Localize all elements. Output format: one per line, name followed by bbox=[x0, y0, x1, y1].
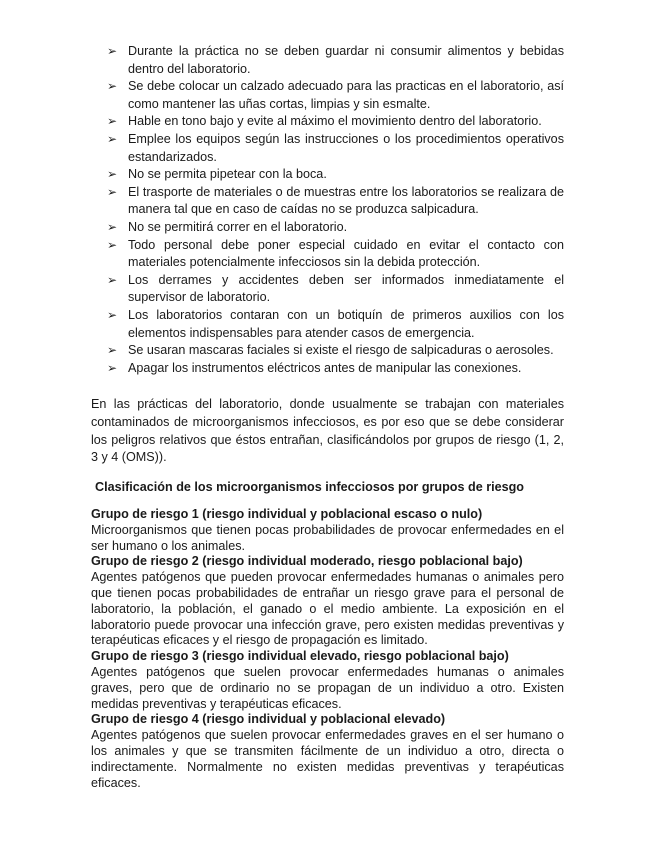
list-item-text: Durante la práctica no se deben guardar ni consumir alimentos y bebidas dentro del laboratorio. bbox=[128, 44, 564, 76]
list-item-text: No se permita pipetear con la boca. bbox=[128, 167, 327, 182]
list-item bbox=[104, 131, 564, 166]
arrow-bullet-icon: ➢ bbox=[107, 114, 118, 129]
list-item-text: Se debe colocar un calzado adecuado para las practicas en el laboratorio, así como mantener las uñas cortas, limpias y sin esmalte. bbox=[128, 79, 564, 111]
list-item-text: Todo personal debe poner especial cuidado en evitar el contacto con materiales potencialmente infecciosos sin la debida protección. bbox=[128, 237, 564, 270]
list-item-text: No se permitirá correr en el laboratorio. bbox=[128, 219, 348, 234]
safety-rules-list bbox=[104, 43, 564, 377]
list-item-text: Emplee los equipos según las instrucciones o los procedimientos operativos estandarizados. bbox=[128, 131, 564, 164]
arrow-bullet-icon: ➢ bbox=[107, 219, 118, 234]
intro-paragraph: En las prácticas del laboratorio, donde usualmente se trabajan con materiales contaminados de microorganismos infecciosos, es por eso que se debe considerar los peligros relativos que éstos entrañan, clasificándolos por grupos de riesgo (1, 2, 3 y 4 (OMS)). bbox=[91, 397, 564, 465]
risk-group-1-heading: Grupo de riesgo 1 (riesgo individual y poblacional escaso o nulo) bbox=[91, 507, 483, 521]
risk-group-1-description: Microorganismos que tienen pocas probabilidades de provocar enfermedades en el ser humano o los animales. bbox=[91, 522, 564, 553]
risk-group-2-description: Agentes patógenos que pueden provocar enfermedades humanas o animales pero que tienen pocas probabilidades de entrañar un riesgo grave para el personal de laboratorio, la población, el ganado o el medio ambiente. La exposición en el laboratorio puede provocar una infección grave, pero existen medidas preventivas y terapéuticas eficaces y el riesgo de propagación es limitado. bbox=[91, 570, 564, 648]
list-item-text: El trasporte de materiales o de muestras entre los laboratorios se realizara de manera tal que en caso de caídas no se produzca salpicadura. bbox=[128, 184, 564, 217]
arrow-bullet-icon: ➢ bbox=[107, 44, 118, 58]
list-item-text: Los derrames y accidentes deben ser informados inmediatamente el supervisor de laboratorio. bbox=[128, 272, 564, 305]
list-item bbox=[104, 272, 564, 307]
list-item bbox=[104, 184, 564, 219]
list-item bbox=[104, 78, 564, 113]
list-item bbox=[104, 43, 564, 78]
risk-group-2-heading: Grupo de riesgo 2 (riesgo individual moderado, riesgo poblacional bajo) bbox=[91, 554, 523, 569]
arrow-bullet-icon: ➢ bbox=[107, 131, 118, 146]
arrow-bullet-icon: ➢ bbox=[107, 307, 118, 322]
list-item-text: Hable en tono bajo y evite al máximo el movimiento dentro del laboratorio. bbox=[128, 114, 542, 129]
risk-group-3-heading: Grupo de riesgo 3 (riesgo individual elevado, riesgo poblacional bajo) bbox=[91, 649, 509, 664]
risk-group-3-description: Agentes patógenos que suelen provocar enfermedades humanas o animales graves, pero que de ordinario no se propagan de un individuo a otro. Existen medidas preventivas y terapéuticas eficaces. bbox=[91, 664, 564, 711]
list-item bbox=[104, 360, 564, 378]
arrow-bullet-icon: ➢ bbox=[107, 167, 118, 182]
arrow-bullet-icon: ➢ bbox=[107, 272, 118, 287]
list-item bbox=[104, 307, 564, 342]
arrow-bullet-icon: ➢ bbox=[107, 184, 118, 199]
risk-group-4-description: Agentes patógenos que suelen provocar enfermedades graves en el ser humano o los animales y que se transmiten fácilmente de un individuo a otro, directa o indirectamente. Normalmente no existen medidas preventivas y terapéuticas eficaces. bbox=[91, 728, 564, 790]
list-item bbox=[104, 219, 564, 237]
risk-group-4-heading: Grupo de riesgo 4 (riesgo individual y poblacional elevado) bbox=[91, 712, 446, 727]
list-item-text: Apagar los instrumentos eléctricos antes de manipular las conexiones. bbox=[128, 360, 522, 375]
list-item-text: Los laboratorios contaran con un botiquín de primeros auxilios con los elementos indispensables para atender casos de emergencia. bbox=[128, 307, 564, 340]
list-item bbox=[104, 166, 564, 184]
risk-groups bbox=[91, 507, 564, 791]
arrow-bullet-icon: ➢ bbox=[107, 360, 118, 375]
list-item bbox=[104, 342, 564, 360]
section-title: Clasificación de los microorganismos infecciosos por grupos de riesgo bbox=[95, 480, 524, 494]
arrow-bullet-icon: ➢ bbox=[107, 237, 118, 252]
list-item bbox=[104, 237, 564, 272]
list-item-text: Se usaran mascaras faciales si existe el riesgo de salpicaduras o aerosoles. bbox=[128, 343, 554, 358]
list-item bbox=[104, 113, 564, 131]
arrow-bullet-icon: ➢ bbox=[107, 79, 118, 94]
arrow-bullet-icon: ➢ bbox=[107, 343, 118, 358]
